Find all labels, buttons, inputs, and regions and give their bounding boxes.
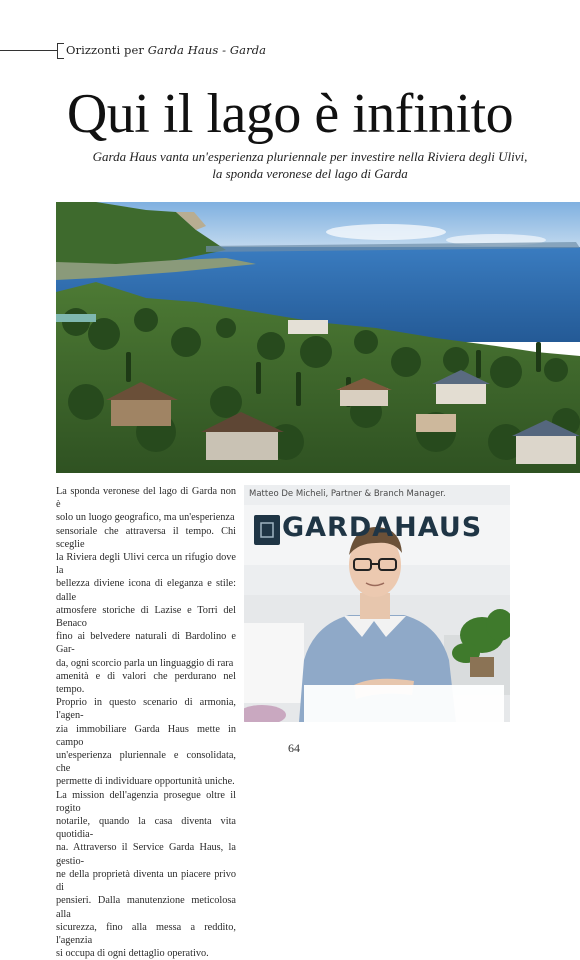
section-brand: Garda Haus - Garda: [147, 43, 267, 57]
lake-garda-aerial-photo: [56, 202, 580, 473]
body-line: atmosfere storiche di Lazise e Torri del Benaco: [56, 604, 236, 630]
hero-photo: [56, 202, 580, 473]
body-line: bellezza diviene icona di eleganza e stile: dalle: [56, 578, 236, 603]
page-number: 64: [288, 741, 300, 755]
body-line: La mission dell'agenzia prosegue oltre il rogito: [56, 789, 236, 814]
body-line: pensieri. Dalla manutenzione meticolosa alla: [56, 895, 236, 920]
section-bracket: [57, 43, 64, 59]
body-line: zia immobiliare Garda Haus mette in campo: [56, 723, 236, 748]
portrait-caption: Matteo De Micheli, Partner & Branch Manager.: [249, 489, 446, 499]
body-line: sensoriale che attraversa il tempo. Chi sceglie: [56, 525, 236, 550]
body-line: notarile, quando la casa diventa vita quotidia-: [56, 816, 236, 841]
body-line: da, ogni scorcio parla un linguaggio di rara: [56, 657, 234, 669]
article-subtitle: [40, 148, 580, 182]
body-line: la Riviera degli Ulivi cerca un rifugio dove la: [56, 552, 236, 577]
section-rule: [0, 50, 58, 51]
body-line: si occupa di ogni dettaglio operativo.: [56, 948, 209, 960]
body-line: La sponda veronese del lago di Garda non è: [56, 486, 236, 511]
body-line: permette di individuare opportunità uniche.: [56, 776, 235, 788]
section-prefix: Orizzonti per: [66, 43, 144, 57]
body-line: un'esperienza pluriennale e consolidata, che: [56, 750, 236, 775]
body-line: ne della proprietà diventa un piacere privo di: [56, 868, 236, 894]
subtitle-line-2: la sponda veronese del lago di Garda: [212, 166, 408, 181]
body-line: Proprio in questo scenario di armonia, l'agen-: [56, 697, 236, 722]
office-sign: GARDAHAUS: [282, 512, 483, 543]
body-line: solo un luogo geografico, ma un'esperienza: [56, 512, 235, 524]
subtitle-line-1: Garda Haus vanta un'esperienza pluriennale per investire nella Riviera degli Ulivi,: [92, 149, 528, 164]
article-body: [56, 485, 236, 960]
body-line: sicurezza, fino alla messa a reddito, l'agenzia: [56, 921, 236, 946]
article-title: Qui il lago è infinito: [66, 83, 514, 145]
body-line: na. Attraverso il Service Garda Haus, la gestio-: [56, 842, 236, 867]
body-line: amenità e di valori che perdurano nel tempo.: [56, 670, 236, 696]
section-label: [66, 43, 266, 57]
body-line: fino ai belvedere naturali di Bardolino e Gar-: [56, 631, 236, 656]
